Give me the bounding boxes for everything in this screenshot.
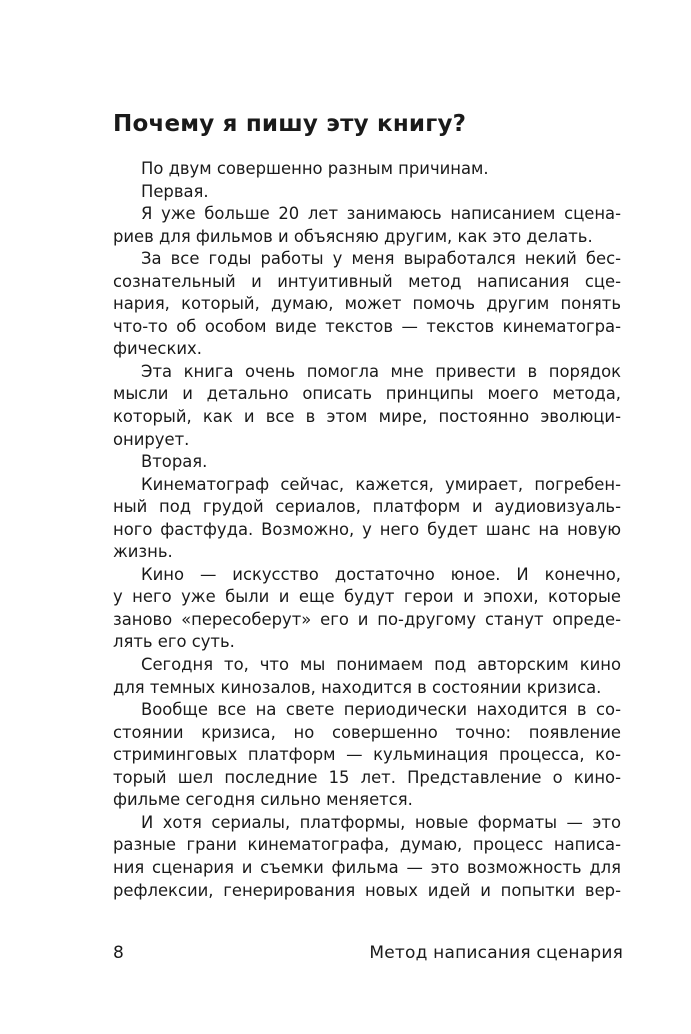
text-line: Кинематограф сейчас, кажется, умирает, погребен- bbox=[141, 474, 621, 494]
text-line: разные грани кинематографа, думаю, процесс написа- bbox=[113, 835, 621, 855]
text-line: риев для фильмов и объясняю другим, как это делать. bbox=[113, 226, 593, 246]
text-line: торый шел последние 15 лет. Представление о кино- bbox=[113, 767, 621, 787]
text-line: ния сценария и съемки фильма — это возможность для bbox=[113, 857, 621, 877]
text-line: нария, который, думаю, может помочь другим понять bbox=[113, 294, 621, 314]
text-line: стриминговых платформ — кульминация процесса, ко- bbox=[113, 745, 621, 765]
text-line: ного фастфуда. Возможно, у него будет шанс на новую bbox=[113, 519, 621, 539]
running-title: Метод написания сценария bbox=[369, 943, 623, 963]
text-line: Первая. bbox=[141, 181, 209, 201]
chapter-heading: Почему я пишу эту книгу? bbox=[113, 111, 467, 137]
text-line: стоянии кризиса, но совершенно точно: появление bbox=[113, 722, 621, 742]
text-line: жизнь. bbox=[113, 542, 173, 562]
text-line: За все годы работы у меня выработался некий бес- bbox=[141, 249, 621, 269]
text-line: фильме сегодня сильно меняется. bbox=[113, 790, 413, 810]
text-line: Вообще все на свете периодически находится в со- bbox=[141, 700, 621, 720]
text-line: что-то об особом виде текстов — текстов кинематогра- bbox=[113, 316, 621, 336]
text-line: заново «пересоберут» его и по-другому станут опреде- bbox=[113, 609, 621, 629]
page-number: 8 bbox=[113, 943, 124, 963]
text-line: сознательный и интуитивный метод написания сце- bbox=[113, 271, 621, 291]
text-line: фических. bbox=[113, 339, 202, 359]
text-line: ный под грудой сериалов, платформ и аудиовизуаль- bbox=[113, 497, 621, 517]
text-line: Вторая. bbox=[141, 452, 208, 472]
text-line: для темных кинозалов, находится в состоянии кризиса. bbox=[113, 677, 602, 697]
text-line: рефлексии, генерирования новых идей и попытки вер- bbox=[113, 880, 621, 900]
text-line: Эта книга очень помогла мне привести в порядок bbox=[141, 361, 621, 381]
text-line: Кино — искусство достаточно юное. И конечно, bbox=[141, 564, 621, 584]
text-line: Сегодня то, что мы понимаем под авторским кино bbox=[141, 655, 621, 675]
text-line: у него уже были и еще будут герои и эпохи, которые bbox=[113, 587, 621, 607]
text-line: лять его суть. bbox=[113, 632, 235, 652]
text-line: мысли и детально описать принципы моего метода, bbox=[113, 384, 621, 404]
text-line: И хотя сериалы, платформы, новые форматы — это bbox=[141, 812, 621, 832]
body-text bbox=[113, 158, 621, 902]
text-line: который, как и все в этом мире, постоянно эволюци- bbox=[113, 407, 621, 427]
text-line: По двум совершенно разным причинам. bbox=[141, 159, 489, 178]
text-line: Я уже больше 20 лет занимаюсь написанием сцена- bbox=[141, 204, 621, 224]
text-line: онирует. bbox=[113, 429, 190, 449]
